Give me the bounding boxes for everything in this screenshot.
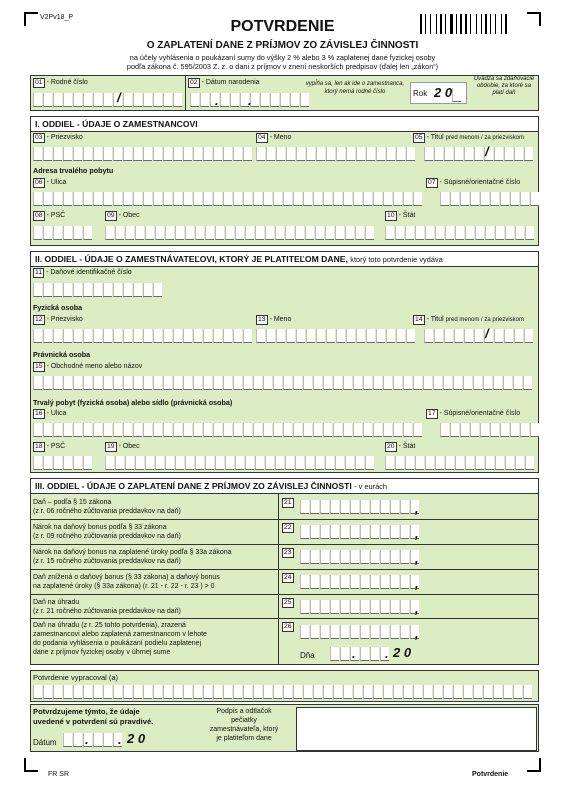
row-description: Daň – podľa § 15 zákona (z r. 06 ročného zúčtovania preddavkov na daň) — [33, 499, 181, 515]
page-title: POTVRDENIE — [230, 18, 335, 35]
employee-title-input[interactable] — [424, 147, 534, 161]
field-14-label: 14 - Titul pred menom / za priezviskom — [415, 316, 525, 323]
address-title: Adresa trvalého pobytu — [33, 166, 114, 175]
employee-postcode-input[interactable] — [33, 226, 93, 240]
stamp-note: Podpis a odtlačok pečiatky zamestnávateľa, ktorý je platiteľom dane — [209, 708, 279, 742]
row-amount-input[interactable] — [300, 500, 420, 514]
field-04-label: 04 - Meno — [258, 134, 292, 141]
field-13-label: 13 - Meno — [258, 316, 292, 323]
year-prefix: 2 0 — [434, 85, 453, 100]
field-17-label: 17 - Súpisné/orientačné číslo — [428, 410, 521, 417]
company-name-input-line-1[interactable] — [33, 376, 533, 390]
birth-date-note: vypĺňa sa, len ak ide o zamestnanca, ktorý nemá rodné číslo — [305, 81, 405, 95]
row-amount-input[interactable] — [300, 575, 420, 589]
employer-postcode-input[interactable] — [33, 456, 93, 470]
natural-person-title: Fyzická osoba — [33, 303, 83, 312]
employer-country-input[interactable] — [385, 456, 535, 470]
row-number: 24 — [284, 574, 292, 581]
employer-house-number-input[interactable] — [440, 423, 540, 437]
field-01-label: 01 - Rodné číslo — [35, 79, 88, 86]
employer-title-slash: / — [485, 326, 489, 341]
prepared-by-label: Potvrdenie vypracoval (a) — [33, 673, 119, 682]
footer-left-code: FR SR — [48, 771, 69, 778]
row-26-decimal-comma: , — [415, 626, 419, 641]
field-15-label: 15 - Obchodné meno alebo názov — [35, 363, 143, 370]
field-12-label: 12 - Priezvisko — [35, 316, 83, 323]
date-dot-2: . — [118, 732, 122, 747]
field-03-label: 03 - Priezvisko — [35, 134, 83, 141]
employer-tax-id-input[interactable] — [33, 283, 163, 297]
row-number: 21 — [284, 499, 292, 506]
title-slash: / — [485, 144, 489, 159]
employee-surname-input[interactable] — [33, 147, 253, 161]
footer-right-code: Potvrdenie — [472, 771, 509, 778]
date-input[interactable] — [63, 733, 123, 747]
corner-mark-bottom-right — [527, 758, 541, 772]
row-number: 25 — [284, 599, 292, 606]
field-19-label: 19 - Obec — [107, 443, 140, 450]
field-05-label: 05 - Titul pred menom / za priezviskom — [415, 134, 525, 141]
date-year-prefix: 2 0 — [127, 731, 146, 746]
section-3-title: III. ODDIEL - ÚDAJE O ZAPLATENÍ DANE Z PRÍJMOV ZO ZÁVISLEJ ČINNOSTI - v eurách — [30, 478, 539, 494]
employee-country-input[interactable] — [385, 226, 535, 240]
date-paid-input[interactable] — [330, 647, 390, 661]
form-code: V2Pv18_P — [40, 14, 74, 21]
field-07-label: 07 - Súpisné/orientačné číslo — [428, 179, 521, 186]
prepared-by-input[interactable] — [33, 685, 533, 699]
row-description: Nárok na daňový bonus podľa § 33 zákona (z r. 09 ročného zúčtovania preddavkov na daň) — [33, 524, 181, 540]
birth-date-dot-2: . — [248, 93, 252, 108]
birth-number-input[interactable] — [33, 93, 183, 107]
field-11-label: 11 - Daňové identifikačné číslo — [35, 269, 132, 276]
field-06-label: 06 - Ulica — [35, 179, 67, 186]
section-1-title: I. ODDIEL - ÚDAJE O ZAMESTNANCOVI — [30, 116, 539, 132]
field-10-label: 10 - Štát — [387, 212, 416, 219]
decimal-comma: , — [415, 526, 419, 541]
row-number: 22 — [284, 524, 292, 531]
page-subtitle: O ZAPLATENÍ DANE Z PRÍJMOV ZO ZÁVISLEJ ČINNOSTI — [146, 40, 419, 51]
date-paid-dot-2: . — [385, 646, 389, 661]
field-08-label: 08 - PSČ — [35, 212, 66, 219]
employee-town-input[interactable] — [105, 226, 375, 240]
intro-line-2: podľa zákona č. 595/2003 Z. z. o dani z príjmov v znení neskorších predpisov (ďalej len „zákon“) — [126, 62, 439, 71]
row-description: Nárok na daňový bonus na zaplatené úroky podľa § 33a zákona (z r. 15 ročného zúčtovania preddavkov na daň) — [33, 549, 232, 565]
corner-mark-bottom-left — [24, 758, 38, 772]
employer-street-input[interactable] — [33, 423, 423, 437]
row-number: 23 — [284, 549, 292, 556]
confirmation-text: Potvrdzujeme týmto, že údaje uvedené v potvrdení sú pravdivé. — [33, 707, 154, 726]
year-input[interactable] — [452, 88, 462, 102]
row-description: Daň na úhradu (z r. 21 ročného zúčtovania preddavkov na daň) — [33, 599, 181, 615]
employer-title-input[interactable] — [424, 329, 534, 343]
intro-line-1: na účely vyhlásenia o poukázaní sumy do výšky 2 % alebo 3 % zaplatenej dane fyzickej osoby — [129, 53, 436, 62]
date-paid-year-prefix: 2 0 — [393, 645, 412, 660]
employee-house-number-input[interactable] — [440, 192, 540, 206]
employer-town-input[interactable] — [105, 456, 375, 470]
date-paid-label: Dňa — [300, 651, 315, 660]
date-paid-dot-1: . — [352, 646, 356, 661]
employee-street-input[interactable] — [33, 192, 423, 206]
field-09-label: 09 - Obec — [107, 212, 140, 219]
employee-name-input[interactable] — [256, 147, 416, 161]
field-02-label: 02 - Dátum narodenia — [190, 79, 260, 86]
section-2-title: II. ODDIEL - ÚDAJE O ZAMESTNÁVATEĽOVI, KTORÝ JE PLATITEĽOM DANE, ktorý toto potvrdenie vydáva — [30, 251, 539, 267]
birth-number-slash: / — [117, 90, 121, 105]
decimal-comma: , — [415, 501, 419, 516]
field-20-label: 20 - Štát — [387, 443, 416, 450]
employer-address-title: Trvalý pobyt (fyzická osoba) alebo sídlo (právnická osoba) — [33, 398, 233, 407]
field-16-label: 16 - Ulica — [35, 410, 67, 417]
employer-name-input[interactable] — [256, 329, 416, 343]
decimal-comma: , — [415, 601, 419, 616]
row-26-description: Daň na úhradu (z r. 25 tohto potvrdenia), zrazená zamestnancovi alebo zaplatená zamestnancom v lehote do podania vyhlásenia o poukázaní podielu zaplatenej dane z príjmov fyzickej osoby v úhrnej sume — [33, 622, 207, 656]
row-26-amount-input[interactable] — [300, 625, 420, 639]
decimal-comma: , — [415, 551, 419, 566]
row-description: Daň znížená o daňový bonus (§ 33 zákona) a daňový bonus na zaplatené úroky (§ 33a zákona) (r. 21 - r. 22 - r. 23 ) > 0 — [33, 574, 220, 590]
birth-date-dot-1: . — [215, 93, 219, 108]
legal-person-title: Právnická osoba — [33, 350, 91, 359]
row-amount-input[interactable] — [300, 550, 420, 564]
row-amount-input[interactable] — [300, 525, 420, 539]
year-label: Rok — [413, 89, 428, 98]
employer-surname-input[interactable] — [33, 329, 253, 343]
signature-stamp-box[interactable] — [296, 707, 537, 751]
decimal-comma: , — [415, 576, 419, 591]
row-amount-input[interactable] — [300, 600, 420, 614]
date-dot-1: . — [85, 732, 89, 747]
tax-period-note: Uvádza sa zdaňovacie obdobie, za ktoré sa platí daň — [473, 76, 535, 96]
row-26-number: 26 — [284, 623, 292, 630]
date-label: Dátum — [33, 738, 57, 747]
field-18-label: 18 - PSČ — [35, 443, 66, 450]
